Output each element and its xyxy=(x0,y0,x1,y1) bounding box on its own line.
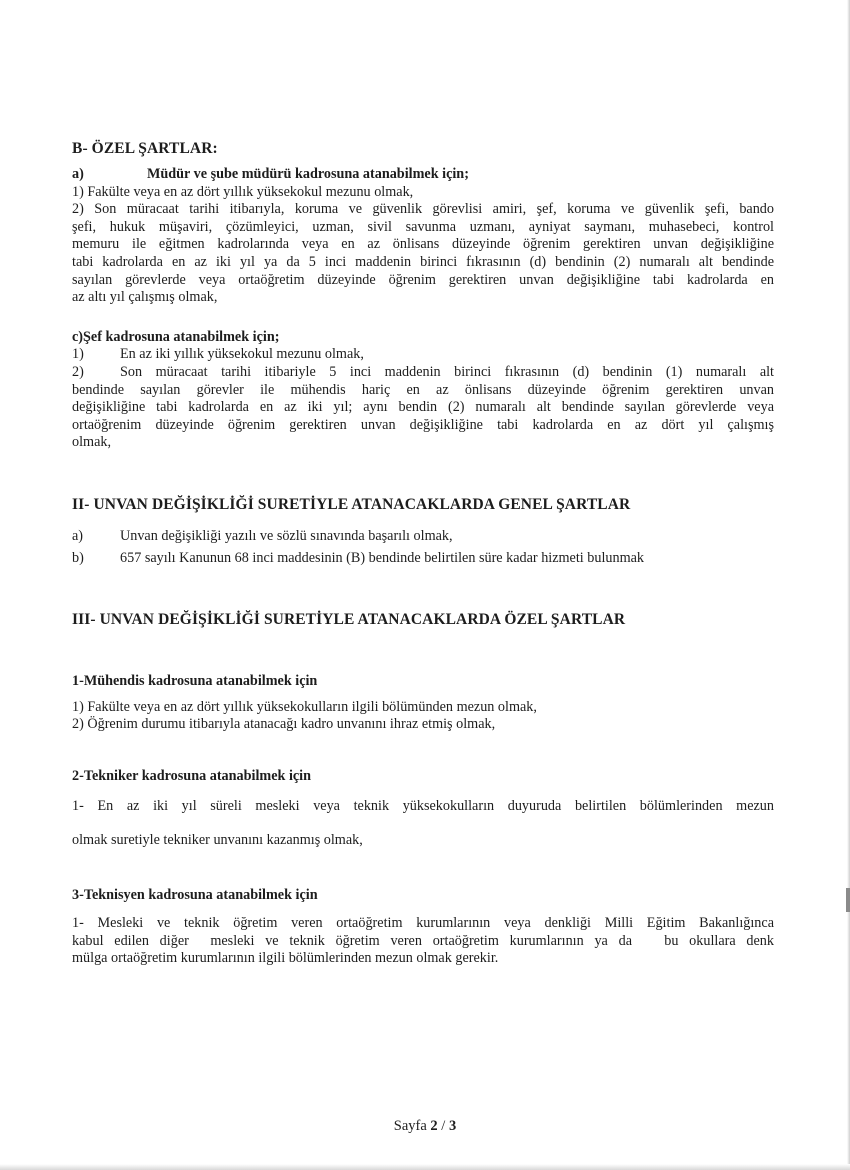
list-item-continuation: kabul edilen diğer mesleki ve teknik öğretim veren ortaöğretim kurumlarının ya da bu okullara denk xyxy=(72,932,774,949)
list-item-continuation: mülga ortaöğretim kurumlarının ilgili bölümlerinden mezun olmak gerekir. xyxy=(72,950,499,967)
list-item: 1- Mesleki ve teknik öğretim veren ortaöğretim kurumlarının veya denkliği Milli Eğitim Bakanlığınca xyxy=(72,915,774,932)
subsection-c-title: c)Şef kadrosuna atanabilmek için; xyxy=(72,328,280,345)
list-item-continuation: az altı yıl çalışmış olmak, xyxy=(72,289,218,306)
list-item-continuation: memuru ile eğitmen kadrolarında veya en az önlisans düzeyinde öğrenim gerektiren unvan değişikliğine xyxy=(72,236,774,253)
list-item-continuation: olmak, xyxy=(72,434,112,451)
list-item-continuation: bendinde sayılan görevler ile mühendis hariç en az önlisans düzeyinde öğrenim gerektiren unvan xyxy=(72,381,774,398)
section-iii-heading: III- UNVAN DEĞİŞİKLİĞİ SURETİYLE ATANACAKLARDA ÖZEL ŞARTLAR xyxy=(72,611,626,629)
page-number-prefix: Sayfa xyxy=(393,1118,427,1134)
list-item: 1) Fakülte veya en az dört yıllık yüksekokul mezunu olmak, xyxy=(72,183,414,200)
page-number-current: 2 xyxy=(430,1118,438,1134)
list-item xyxy=(72,346,774,364)
subsection-a-marker: a) xyxy=(72,166,84,182)
list-item-continuation: değişikliğine tabi kadrolarda en az iki yıl; aynı bendin (2) numaralı alt bendinde sayılan görevlerde veya xyxy=(72,399,774,416)
list-marker: a) xyxy=(72,527,84,544)
tekniker-title: 2-Tekniker kadrosuna atanabilmek için xyxy=(72,767,312,784)
scan-edge-bottom xyxy=(0,1164,850,1170)
document-body xyxy=(72,140,774,968)
page-number xyxy=(0,1118,850,1135)
list-item-text: 657 sayılı Kanunun 68 inci maddesinin (B) bendinde belirtilen süre kadar hizmeti bulunmak xyxy=(120,549,645,566)
list-item: 2) Öğrenim durumu itibarıyla atanacağı kadro unvanını ihraz etmiş olmak, xyxy=(72,716,496,733)
list-item-text: Son müracaat tarihi itibariyle 5 inci maddenin birinci fıkrasının (d) bendinin (1) numaralı alt xyxy=(120,363,774,380)
list-item-continuation: olmak suretiyle tekniker unvanını kazanmış olmak, xyxy=(72,832,363,849)
list-item xyxy=(72,364,774,382)
list-item-continuation: şefi, hukuk müşaviri, çözümleyici, uzman, sivil savunma uzmanı, ayniyat saymanı, muhasebeci, kontrol xyxy=(72,218,774,235)
list-marker: 1) xyxy=(72,346,84,363)
page-number-total: 3 xyxy=(448,1118,457,1134)
subsection-a-title xyxy=(72,166,774,184)
subsection-a-title-text: Müdür ve şube müdürü kadrosuna atanabilmek için; xyxy=(147,166,469,182)
list-item-text: En az iki yıllık yüksekokul mezunu olmak, xyxy=(120,346,364,363)
list-item xyxy=(72,528,774,546)
list-marker: 2) xyxy=(72,363,84,380)
list-item: 1- En az iki yıl süreli mesleki veya teknik yüksekokulların duyuruda belirtilen bölümlerinden mezun xyxy=(72,798,774,815)
list-item-continuation: ortaöğrenim düzeyinde öğrenim gerektiren unvan değişikliğine tabi kadrolarda en az dört yıl çalışmış xyxy=(72,416,774,433)
section-b-heading: B- ÖZEL ŞARTLAR: xyxy=(72,140,218,157)
scan-mark xyxy=(846,888,850,912)
list-item: 2) Son müracaat tarihi itibarıyla, koruma ve güvenlik görevlisi amiri, şef, koruma ve güvenlik şefi, bando xyxy=(72,201,774,218)
page-number-separator: / xyxy=(441,1118,446,1134)
list-marker: b) xyxy=(72,549,84,566)
section-ii-heading: II- UNVAN DEĞİŞİKLİĞİ SURETİYLE ATANACAKLARDA GENEL ŞARTLAR xyxy=(72,495,631,513)
teknisyen-title: 3-Teknisyen kadrosuna atanabilmek için xyxy=(72,887,318,904)
list-item-continuation: tabi kadrolarda en az iki yıl ya da 5 inci maddenin birinci fıkrasının (d) bendinin (2) numaralı alt bendinde xyxy=(72,253,774,270)
list-item-continuation: sayılan görevlerde veya ortaöğretim düzeyinde öğrenim gerektiren unvan değişikliğine tabi kadrolarda en xyxy=(72,271,774,288)
list-item-text: Unvan değişikliği yazılı ve sözlü sınavında başarılı olmak, xyxy=(120,527,453,544)
list-item: 1) Fakülte veya en az dört yıllık yüksekokulların ilgili bölümünden mezun olmak, xyxy=(72,698,537,715)
muhendis-title: 1-Mühendis kadrosuna atanabilmek için xyxy=(72,673,318,690)
list-item xyxy=(72,550,774,568)
